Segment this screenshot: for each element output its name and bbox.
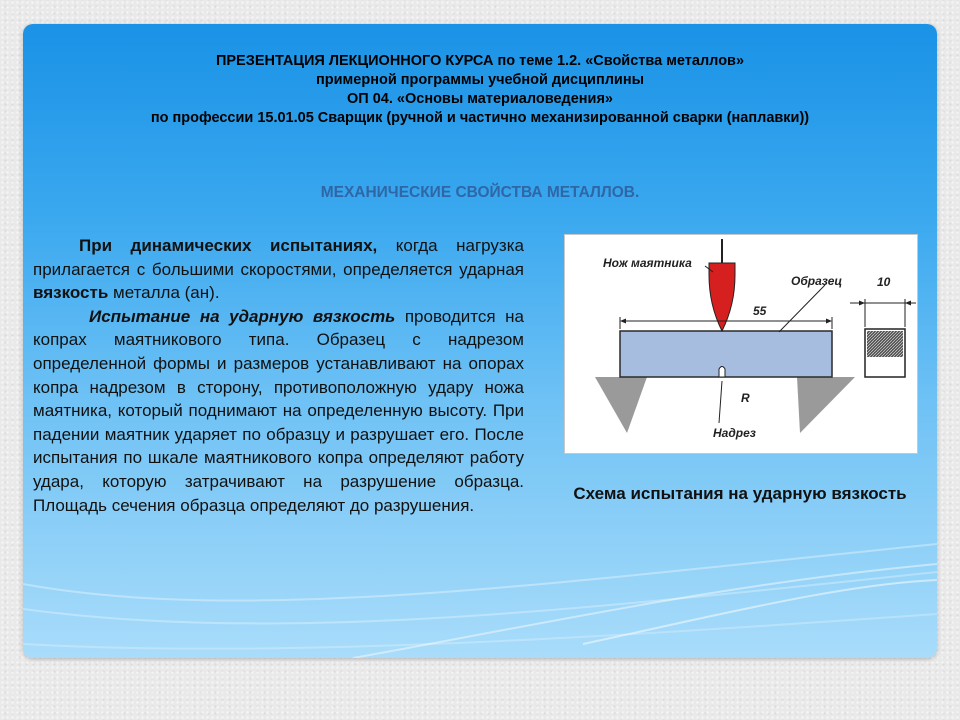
header-line-4: по профессии 15.01.05 Сварщик (ручной и частично механизированной сварки (наплавки)) [150,110,810,126]
header-line-2: примерной программы учебной дисциплины [316,72,644,88]
text-impact-procedure: проводится на копрах маятникового типа. Образец с надрезом определенной формы и размеров устанавливают на опорах копра надрезом в сторону, противоположную удару ножа маятника, который поднимают на определенную высоту. При падении маятник ударяет по образцу и разрушает его. После испытания по шкале маятникового копра определяют работу удара, которую затрачивают на разрушение образца. Площадь сечения образца определяют до разрушения. [33,306,524,515]
bold-phrase-impact-test: Испытание на ударную вязкость [89,306,396,326]
body-text [33,234,524,517]
figure-caption: Схема испытания на ударную вязкость [573,484,907,503]
impact-test-diagram [564,234,918,454]
presentation-header [23,52,937,128]
section-title: МЕХАНИЧЕСКИЕ СВОЙСТВА МЕТАЛЛОВ. [320,184,640,201]
label-knife: Нож маятника [603,256,692,270]
paragraph-dynamic-tests [33,234,524,305]
header-line-3: ОП 04. «Основы материаловедения» [347,91,613,107]
dim10-arrow-left [859,301,865,306]
left-support [595,377,647,433]
bold-term-toughness: вязкость [33,283,109,303]
label-length-55: 55 [753,304,767,318]
label-radius: R [741,391,750,405]
sample-bar [620,331,832,377]
diagram-svg [565,235,917,453]
dim-arrow-left [620,319,626,324]
paragraph-impact-test [33,305,524,517]
right-support [797,377,855,433]
dim-arrow-right [826,319,832,324]
slide [23,24,937,658]
label-notch: Надрез [713,426,756,440]
notch-shape [719,367,725,378]
notch-leader [719,381,722,423]
label-width-10: 10 [877,275,891,289]
dim10-arrow-right [905,301,911,306]
text-metal-an: металла (ан). [108,283,220,303]
text-load-speed: когда нагрузка прилагается с большими скоростями, определяется ударная [33,236,524,279]
sample-leader [779,285,825,332]
label-sample: Образец [791,274,843,288]
bold-phrase-dynamic-tests: При динамических испытаниях, [79,236,378,255]
header-line-1: ПРЕЗЕНТАЦИЯ ЛЕКЦИОННОГО КУРСА по теме 1.2. «Свойства металлов» [215,53,745,69]
section-hatch [867,331,903,357]
